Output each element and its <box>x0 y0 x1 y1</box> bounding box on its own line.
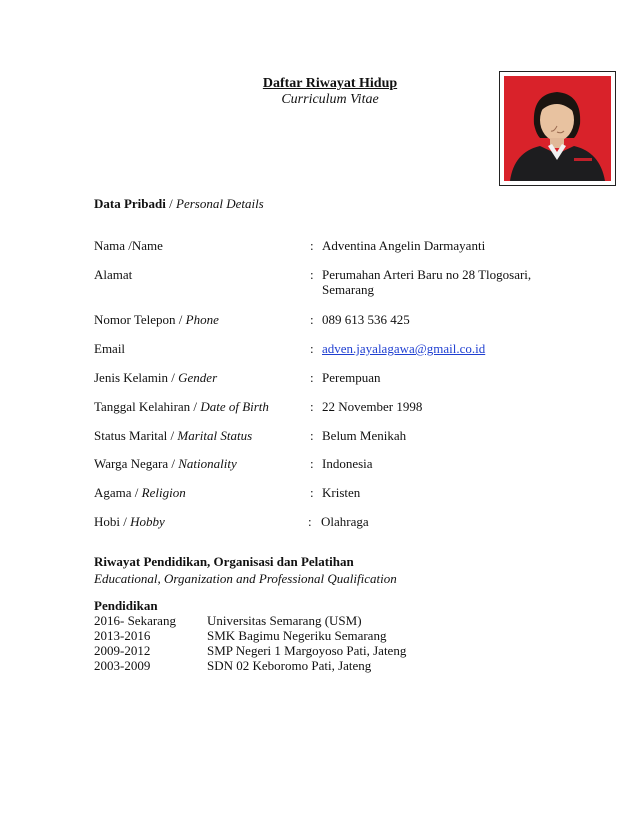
row-colon: : <box>310 485 314 500</box>
row-label: Email <box>94 341 126 356</box>
row-colon: : <box>310 238 314 253</box>
row-value: Perempuan <box>322 370 381 385</box>
row-label: Nomor Telepon / Phone <box>94 312 219 327</box>
personal-heading-id: Data Pribadi <box>94 196 166 211</box>
education-heading-en: Educational, Organization and Professional Qualification <box>94 571 397 586</box>
education-section-heading <box>94 553 397 587</box>
document-title <box>200 76 460 108</box>
row-value: 089 613 536 425 <box>322 312 410 327</box>
list-item <box>94 613 494 628</box>
row-value: 22 November 1998 <box>322 399 423 414</box>
heading-separator: / <box>169 196 173 211</box>
education-school: SDN 02 Keboromo Pati, Jateng <box>207 658 372 673</box>
row-label: Jenis Kelamin / Gender <box>94 370 218 385</box>
list-item <box>94 658 494 673</box>
row-value: Adventina Angelin Darmayanti <box>322 238 486 253</box>
row-label: Nama /Name <box>94 238 163 253</box>
education-school: SMK Bagimu Negeriku Semarang <box>207 628 387 643</box>
personal-heading-en: Personal Details <box>176 196 264 211</box>
profile-photo-frame <box>499 71 616 186</box>
education-years: 2009-2012 <box>94 643 151 658</box>
row-label: Tanggal Kelahiran / Date of Birth <box>94 399 269 414</box>
row-label: Hobi / Hobby <box>94 514 165 529</box>
row-colon: : <box>310 456 314 471</box>
row-colon: : <box>310 341 314 356</box>
row-label: Agama / Religion <box>94 485 186 500</box>
education-school: SMP Negeri 1 Margoyoso Pati, Jateng <box>207 643 407 658</box>
row-value: Kristen <box>322 485 361 500</box>
education-subheading: Pendidikan <box>94 598 158 613</box>
row-label: Alamat <box>94 267 133 282</box>
title-english: Curriculum Vitae <box>281 92 379 107</box>
row-label: Status Marital / Marital Status <box>94 428 253 443</box>
title-indonesian: Daftar Riwayat Hidup <box>262 76 398 91</box>
row-colon: : <box>310 399 314 414</box>
row-label: Warga Negara / Nationality <box>94 456 237 471</box>
row-colon: : <box>310 312 314 327</box>
education-list <box>94 598 494 673</box>
person-photo-icon <box>504 76 611 181</box>
row-value: Indonesia <box>322 456 373 471</box>
row-colon: : <box>310 267 314 282</box>
education-years: 2003-2009 <box>94 658 151 673</box>
personal-details-heading <box>94 196 264 212</box>
education-years: 2016- Sekarang <box>94 613 176 628</box>
education-school: Universitas Semarang (USM) <box>207 613 362 628</box>
row-value: Olahraga <box>321 514 369 529</box>
email-link[interactable]: adven.jayalagawa@gmail.co.id <box>322 341 486 356</box>
education-years: 2013-2016 <box>94 628 151 643</box>
row-value: Belum Menikah <box>322 428 407 443</box>
list-item <box>94 628 494 643</box>
list-item <box>94 643 494 658</box>
row-colon: : <box>308 514 312 529</box>
row-value: Perumahan Arteri Baru no 28 Tlogosari, Semarang <box>322 267 532 297</box>
education-heading-id: Riwayat Pendidikan, Organisasi dan Pelatihan <box>94 554 354 569</box>
row-colon: : <box>310 428 314 443</box>
row-colon: : <box>310 370 314 385</box>
